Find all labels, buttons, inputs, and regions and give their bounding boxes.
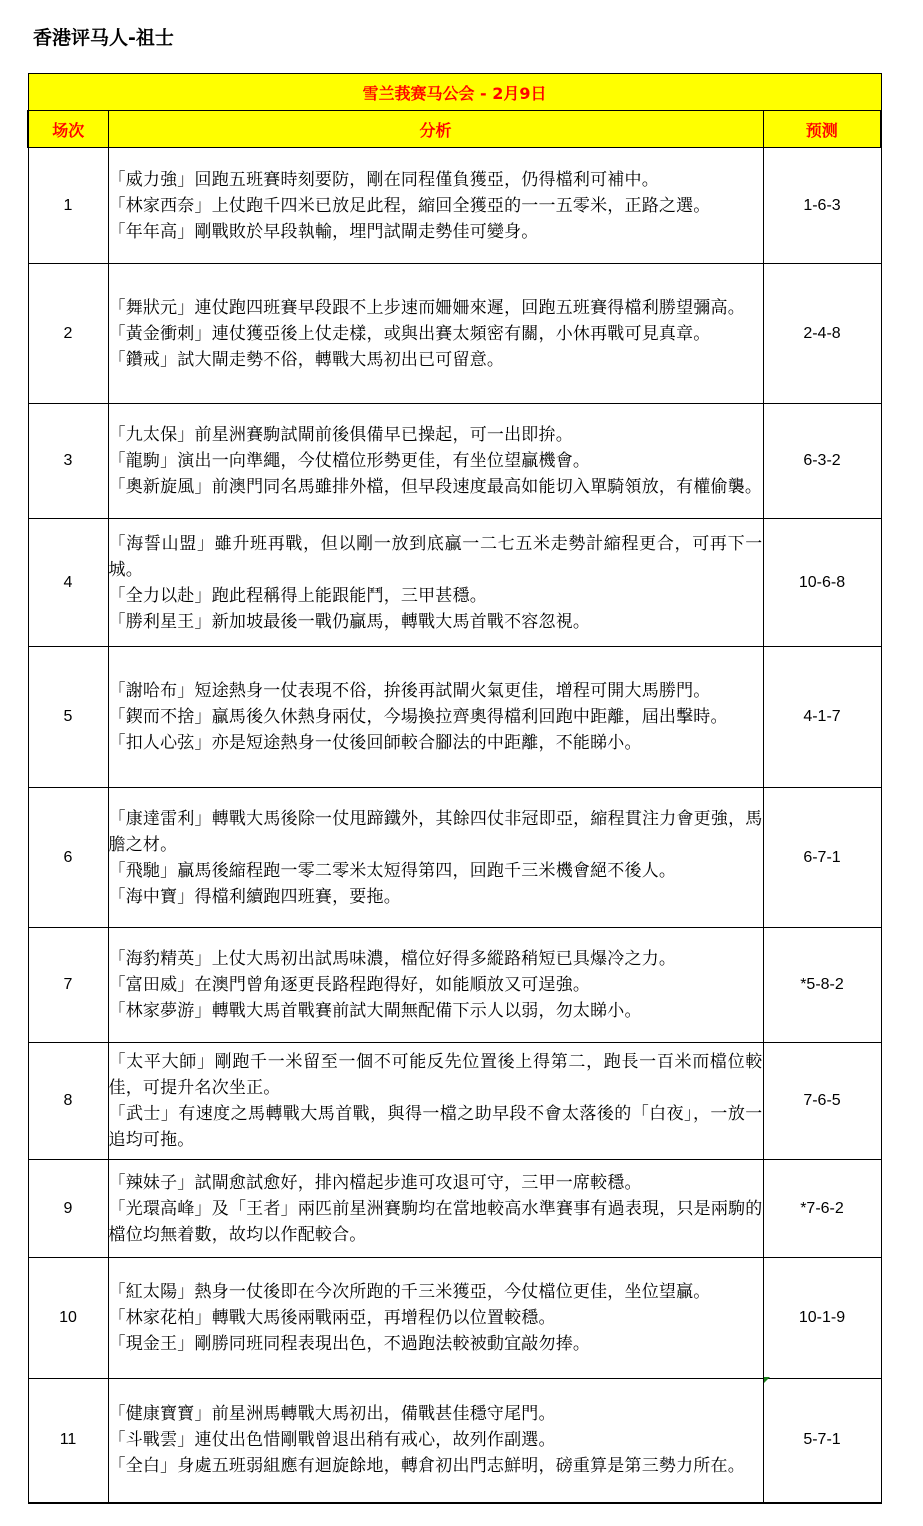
analysis-line: 「全白」身處五班弱組應有迴旋餘地，轉倉初出門志鮮明，磅重算是第三勢力所在。: [108, 1456, 745, 1477]
analysis-line: 「斗戰雲」連仗出色惜剛戰曾退出稍有戒心，故列作副選。: [108, 1430, 556, 1451]
race-number: 1: [28, 148, 108, 264]
analysis-line: 「威力強」回跑五班賽時刻要防，剛在同程僅負獲亞，仍得檔利可補中。: [108, 169, 659, 190]
table-row: [28, 1379, 881, 1503]
analysis-line: 「黃金衝刺」連仗獲亞後上仗走樣，或與出賽太頻密有關，小休再戰可見真章。: [108, 323, 711, 344]
race-number: 6: [28, 788, 108, 928]
analysis-line: 「年年高」剛戰敗於早段執輸，埋門試閘走勢佳可變身。: [108, 221, 539, 242]
page-title: 香港评马人-祖士: [33, 27, 174, 49]
race-analysis-table: [27, 73, 882, 1504]
race-number: 10: [28, 1258, 108, 1379]
race-number: 4: [28, 519, 108, 647]
race-prediction: 5-7-1: [763, 1379, 881, 1503]
analysis-line: 「海豹精英」上仗大馬初出試馬味濃，檔位好得多縱路稍短已具爆冷之力。: [108, 949, 677, 969]
race-prediction: *5-8-2: [763, 928, 881, 1043]
analysis-line: 「武士」有速度之馬轉戰大馬首戰，與得一檔之助早段不會太落後的「白夜」，一放一追均可拖。: [108, 1104, 763, 1150]
race-prediction: 10-1-9: [763, 1258, 881, 1379]
race-analysis: [108, 1379, 763, 1503]
table-header-row: [28, 111, 881, 148]
race-number: 9: [28, 1160, 108, 1258]
analysis-line: 「飛馳」贏馬後縮程跑一零二零米太短得第四，回跑千三米機會絕不後人。: [108, 860, 677, 881]
analysis-line: 「林家夢游」轉戰大馬首戰賽前試大閘無配備下示人以弱，勿太睇小。: [108, 1001, 642, 1021]
analysis-line: 「海誓山盟」雖升班再戰，但以剛一放到底贏一二七五米走勢計縮程更合，可再下一城。: [108, 533, 763, 580]
race-prediction: 4-1-7: [763, 647, 881, 788]
race-prediction: 6-7-1: [763, 788, 881, 928]
table-row: [28, 1160, 881, 1258]
analysis-line: 「勝利星王」新加坡最後一戰仍贏馬，轉戰大馬首戰不容忽視。: [108, 611, 591, 632]
analysis-line: 「林家西奈」上仗跑千四米已放足此程，縮回全獲亞的一一五零米，正路之選。: [108, 195, 711, 216]
analysis-line: 「富田威」在澳門曾角逐更長路程跑得好，如能順放又可逞強。: [108, 975, 591, 995]
race-prediction: 1-6-3: [763, 148, 881, 264]
table-row: [28, 1043, 881, 1160]
analysis-line: 「康達雷利」轉戰大馬後除一仗甩蹄鐵外，其餘四仗非冠即亞，縮程貫注力會更強，馬膽之材。: [108, 808, 763, 855]
race-number: 11: [28, 1379, 108, 1503]
race-prediction: 2-4-8: [763, 264, 881, 404]
header-analysis: 分析: [108, 111, 763, 148]
race-analysis: [108, 647, 763, 788]
analysis-line: 「林家花柏」轉戰大馬後兩戰兩亞，再增程仍以位置較穩。: [108, 1308, 556, 1328]
race-number: 5: [28, 647, 108, 788]
race-analysis: [108, 928, 763, 1043]
analysis-line: 「辣妹子」試閘愈試愈好，排內檔起步進可攻退可守，三甲一席較穩。: [108, 1172, 642, 1193]
race-analysis: [108, 404, 763, 519]
analysis-line: 「龍駒」演出一向準繩，今仗檔位形勢更佳，有坐位望贏機會。: [108, 451, 591, 471]
table-row: [28, 1258, 881, 1379]
race-analysis: [108, 148, 763, 264]
table-banner-row: [28, 74, 881, 111]
analysis-line: 「奧新旋風」前澳門同名馬雖排外檔，但早段速度最高如能切入單騎領放，有權偷襲。: [108, 477, 763, 497]
analysis-line: 「紅太陽」熱身一仗後即在今次所跑的千三米獲亞，今仗檔位更佳，坐位望贏。: [108, 1282, 711, 1302]
analysis-line: 「謝哈布」短途熱身一仗表現不俗，拚後再試閘火氣更佳，增程可開大馬勝門。: [108, 681, 711, 701]
analysis-line: 「全力以赴」跑此程稱得上能跟能鬥，三甲甚穩。: [108, 585, 487, 606]
table-row: [28, 519, 881, 647]
analysis-line: 「海中寶」得檔利續跑四班賽，要拖。: [108, 886, 401, 907]
race-analysis: [108, 1258, 763, 1379]
header-race: 场次: [28, 111, 108, 148]
cell-comment-marker: [764, 1377, 770, 1383]
analysis-line: 「扣人心弦」亦是短途熱身一仗後回師較合腳法的中距離，不能睇小。: [108, 733, 642, 753]
race-prediction: 10-6-8: [763, 519, 881, 647]
analysis-line: 「鑽戒」試大閘走勢不俗，轉戰大馬初出已可留意。: [108, 349, 505, 370]
race-number: 7: [28, 928, 108, 1043]
analysis-line: 「健康寶寶」前星洲馬轉戰大馬初出，備戰甚佳穩守尾門。: [108, 1404, 556, 1425]
race-analysis: [108, 264, 763, 404]
table-row: [28, 928, 881, 1043]
race-prediction: *7-6-2: [763, 1160, 881, 1258]
analysis-line: 「鍥而不捨」贏馬後久休熱身兩仗，今場換拉齊奧得檔利回跑中距離，屆出擊時。: [108, 707, 728, 727]
race-number: 3: [28, 404, 108, 519]
header-prediction: 预测: [763, 111, 881, 148]
table-banner: 雪兰莪赛马公会 - 2月9日: [28, 74, 881, 111]
analysis-line: 「九太保」前星洲賽駒試閘前後俱備早已操起，可一出即拚。: [108, 425, 573, 445]
race-prediction: 6-3-2: [763, 404, 881, 519]
race-prediction: 7-6-5: [763, 1043, 881, 1160]
race-analysis: [108, 1043, 763, 1160]
analysis-line: 「太平大師」剛跑千一米留至一個不可能反先位置後上得第二，跑長一百米而檔位較佳，可提升名次坐正。: [108, 1052, 763, 1098]
race-number: 2: [28, 264, 108, 404]
table-row: [28, 148, 881, 264]
race-analysis: [108, 1160, 763, 1258]
table-row: [28, 404, 881, 519]
analysis-line: 「光環高峰」及「王者」兩匹前星洲賽駒均在當地較高水準賽事有過表現，只是兩駒的檔位均無着數，故均以作配較合。: [108, 1198, 763, 1245]
table-row: [28, 788, 881, 928]
analysis-line: 「舞狀元」連仗跑四班賽早段跟不上步速而姍姍來遲，回跑五班賽得檔利勝望彌高。: [108, 297, 745, 318]
analysis-line: 「現金王」剛勝同班同程表現出色，不過跑法較被動宜敲勿捧。: [108, 1334, 591, 1354]
table-row: [28, 264, 881, 404]
race-number: 8: [28, 1043, 108, 1160]
race-analysis: [108, 519, 763, 647]
race-analysis: [108, 788, 763, 928]
table-row: [28, 647, 881, 788]
